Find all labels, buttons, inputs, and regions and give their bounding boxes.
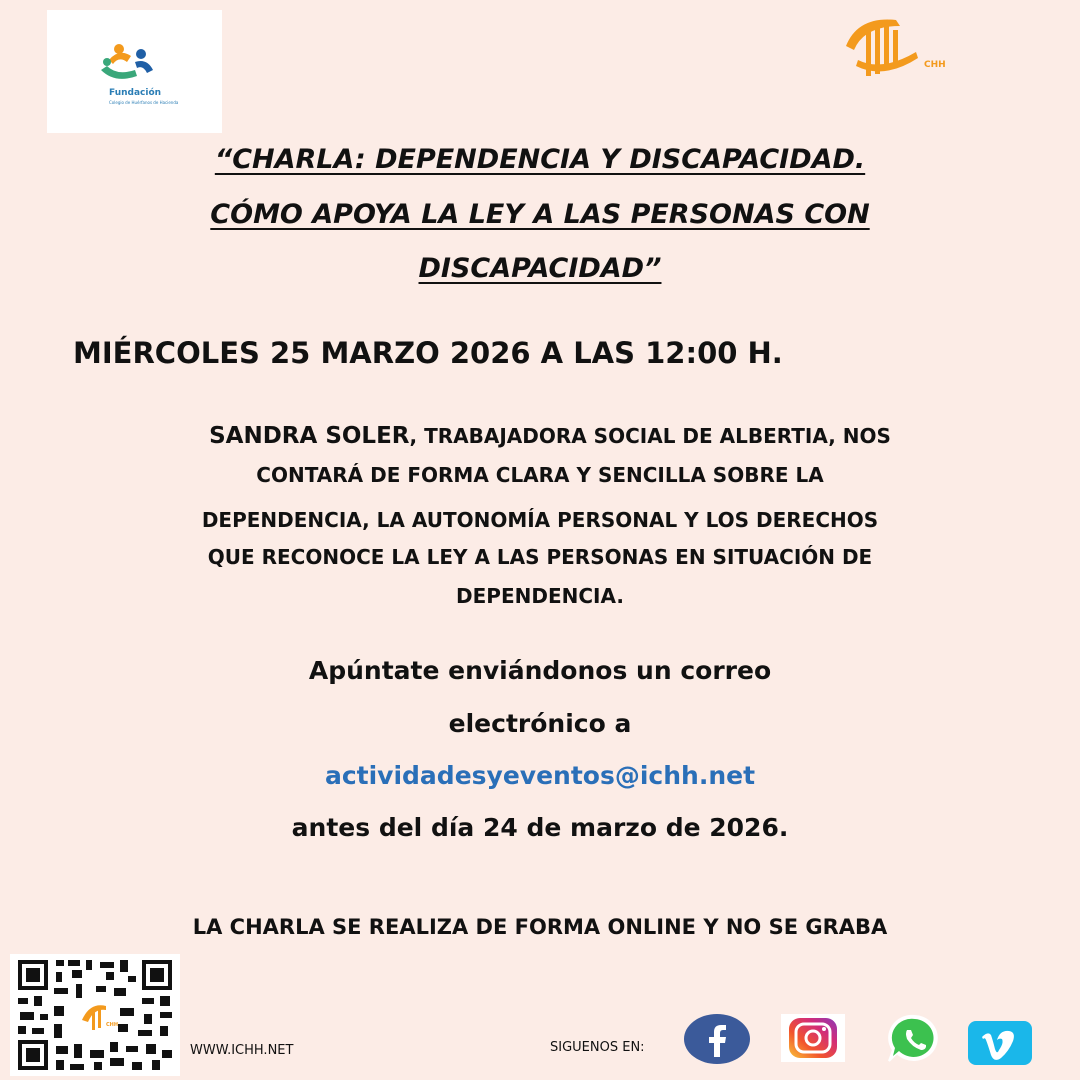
chh-logo-icon [838,10,928,85]
signup-deadline: antes del día 24 de marzo de 2026. [291,813,789,842]
facebook-icon[interactable] [683,1013,751,1065]
signup-line-1: Apúntate enviándonos un correo [308,656,772,685]
fundacion-logo [47,10,222,133]
chh-logo [838,10,958,90]
fundacion-name: Fundación [109,88,162,98]
online-note: LA CHARLA SE REALIZA DE FORMA ONLINE Y NO SE GRABA [192,915,888,939]
instagram-icon[interactable] [780,1013,846,1063]
speaker-name: SANDRA SOLER [209,423,410,449]
fundacion-subtitle: Colegio de Huérfanos de Hacienda [109,100,179,105]
qr-center-label: CHH [106,1022,119,1028]
description-line-3: DEPENDENCIA, LA AUTONOMÍA PERSONAL Y LOS DERECHOS [201,508,879,532]
description-line-1 [10,423,1080,449]
title-line-1: “CHARLA: DEPENDENCIA Y DISCAPACIDAD. [214,144,866,175]
signup-email-link[interactable]: actividadesyeventos@ichh.net [324,761,756,790]
website-link[interactable]: WWW.ICHH.NET [190,1043,294,1058]
vimeo-icon[interactable] [966,1019,1034,1067]
event-date: MIÉRCOLES 25 MARZO 2026 A LAS 12:00 H. [73,336,783,370]
signup-line-2: electrónico a [448,709,632,738]
qr-code-icon [10,954,180,1076]
description-line-5: DEPENDENCIA. [456,584,624,608]
whatsapp-icon[interactable] [883,1013,947,1065]
title-line-2: CÓMO APOYA LA LEY A LAS PERSONAS CON [210,199,870,230]
speaker-role: , TRABAJADORA SOCIAL DE ALBERTIA, NOS [409,424,891,448]
description-line-4: QUE RECONOCE LA LEY A LAS PERSONAS EN SITUACIÓN DE [207,545,873,569]
chh-logo-text: CHH [924,60,946,70]
qr-code[interactable] [10,954,180,1076]
follow-us-label: SIGUENOS EN: [550,1040,645,1055]
title-line-3: DISCAPACIDAD” [418,253,662,284]
fundacion-logo-icon [97,40,167,90]
description-line-2: CONTARÁ DE FORMA CLARA Y SENCILLA SOBRE LA [256,463,824,487]
